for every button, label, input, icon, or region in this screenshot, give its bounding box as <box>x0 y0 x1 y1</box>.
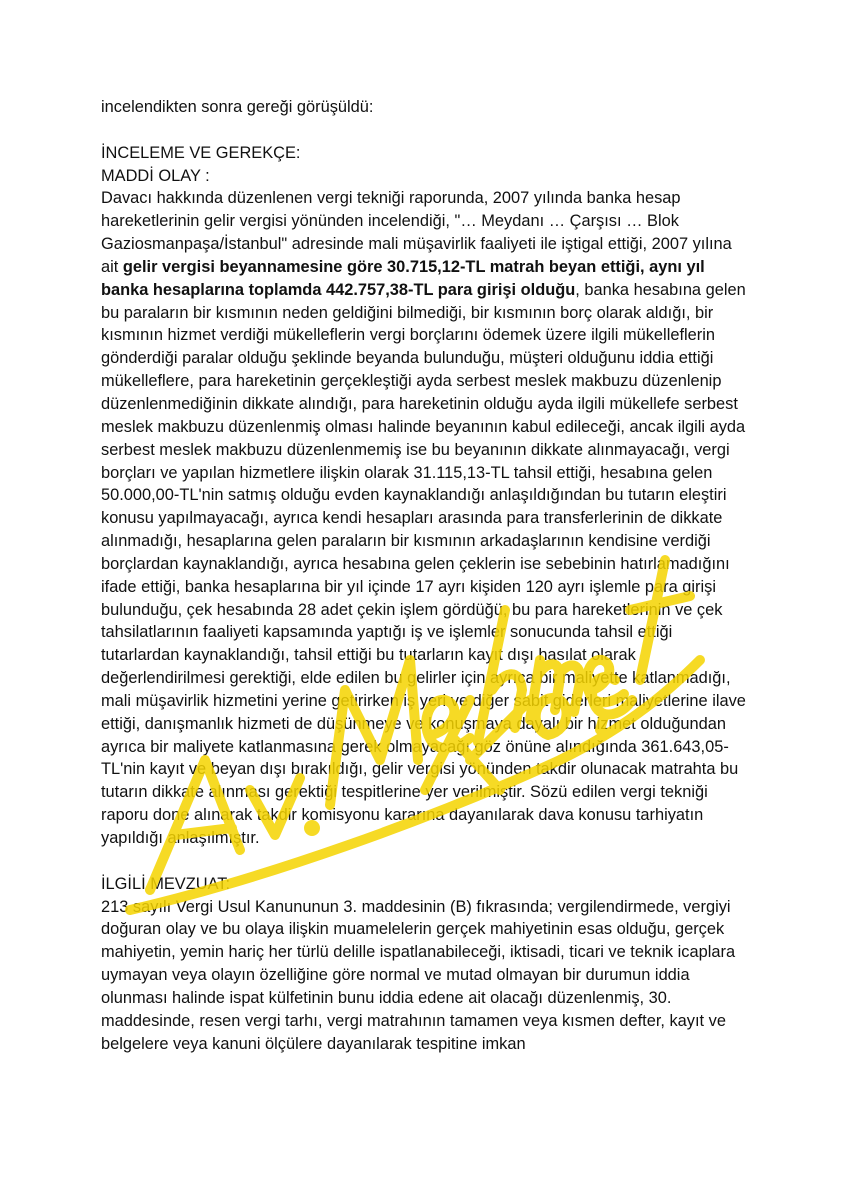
spacer <box>101 850 751 873</box>
intro-line: incelendikten sonra gereği görüşüldü: <box>101 98 374 116</box>
document-page <box>101 96 751 1055</box>
section-subtitle-maddi-olay: MADDİ OLAY : <box>101 166 210 185</box>
paragraph-text: , banka hesabına gelen bu paraların bir kısmının neden geldiğini bilmediği, bir kısmının borç olarak aldığı, bir kısmının hizmet verdiği mükelleflerin vergi borçlarını ödemek üzere ilgili mükelleflerin gönderdiği paralar olduğu şeklinde beyanda bulunduğu, müşteri olduğunu iddia ettiği mükelleflere, para hareketinin gerçekleştiği ayda serbest meslek makbuzu düzenlenip düzenlenmediğinin dikkate alındığı, para hareketinin olduğu ayda ilgili mükellefe serbest meslek makbuzu düzenlenmiş olması halinde beyanının kabul edileceği, ancak ilgili ayda serbest meslek makbuzu düzenlenmemiş ise bu beyanının dikkate alınmayacağı, vergi borçları ve yapılan hizmetlere ilişkin olarak 31.115,13-TL tahsil ettiği, hesabına gelen 50.000,00-TL'nin satmış olduğu evden kaynaklandığı anlaşıldığından bu tutarın eleştiri konusu yapılmayacağı, ayrıca kendi hesapları arasında para transferlerinin de dikkate alınmadığı, hesaplarına gelen paraların bir kısmının arkadaşlarının kendisine verdiği borçlardan kaynaklandığı, ayrıca hesabına gelen çeklerin ise sebebinin hatırlamadığını ifade ettiği, banka hesaplarına bir yıl içinde 17 ayrı kişiden 120 ayrı işlemle para girişi bulunduğu, çek hesabında 28 adet çekin işlem gördüğü, bu para hareketlerinin ve çek tahsilatlarının faaliyeti kapsamında yaptığı iş ve işlemler sonucunda tahsil ettiği tutarlardan kaynaklandığı, tahsil ettiği bu tutarların kayıt dışı hasılat olarak değerlendirilmesi gerektiği, elde edilen bu gelirler için ayrıca bir maliyette katlanmadığı, mali müşavirlik hizmetini yerine getirirken iş yeri ve diğer sabit giderleri maliyetlerine ilave ettiği, danışmanlık hizmeti de düşünmeye ve konuşmaya dayalı bir hizmet olduğundan ayrıca bir maliyete katlanmasına gerek olmayacağı göz önüne alındığında 361.643,05-TL'nin kayıt ve beyan dışı bırakıldığı, gelir vergisi yönünden takdir olunacak matrahta bu tutarın dikkate alınması gerektiği tespitlerine yer verilmiştir. Sözü edilen vergi tekniği raporu done alınarak takdir komisyonu kararına dayanılarak dava konusu tarhiyatın yapıldığı anlaşılmıştır. <box>101 280 746 847</box>
spacer <box>101 119 751 142</box>
paragraph-bold-text: gelir vergisi beyannamesine göre 30.715,12-TL matrah beyan ettiği, aynı yıl banka hesaplarına toplamda 442.757,38-TL para girişi olduğu <box>101 257 705 299</box>
section-title-mevzuat: İLGİLİ MEVZUAT: <box>101 874 231 893</box>
paragraph-mevzuat: 213 sayılı Vergi Usul Kanununun 3. maddesinin (B) fıkrasında; vergilendirmede, vergiyi doğuran olay ve bu olaya ilişkin muamelelerin gerçek mahiyetinin esas olduğu, gerçek mahiyetin, yemin hariç her türlü delille ispatlanabileceği, iktisadi, ticari ve teknik icaplara uymayan veya olayın özelliğine göre normal ve mutad olmayan bir durumun iddia olunması halinde ispat külfetinin bunu iddia edene ait olacağı düzenlenmiş, 30. maddesinde, resen vergi tarhı, vergi matrahının tamamen veya kısmen defter, kayıt ve belgelere veya kanuni ölçülere dayanılarak tespitine imkan <box>101 897 736 1053</box>
paragraph-maddi-olay <box>101 187 751 849</box>
paragraph-text: Davacı hakkında düzenlenen vergi tekniği raporunda, 2007 yılında banka hesap hareketlerinin gelir vergisi yönünden incelendiği, "… Meydanı … Çarşısı … Blok Gaziosmanpaşa/İstanbul" adresinde mali müşavirlik faaliyeti ile iştigal ettiği, 2007 yılına ait <box>101 189 732 276</box>
section-title-inceleme: İNCELEME VE GEREKÇE: <box>101 143 301 162</box>
